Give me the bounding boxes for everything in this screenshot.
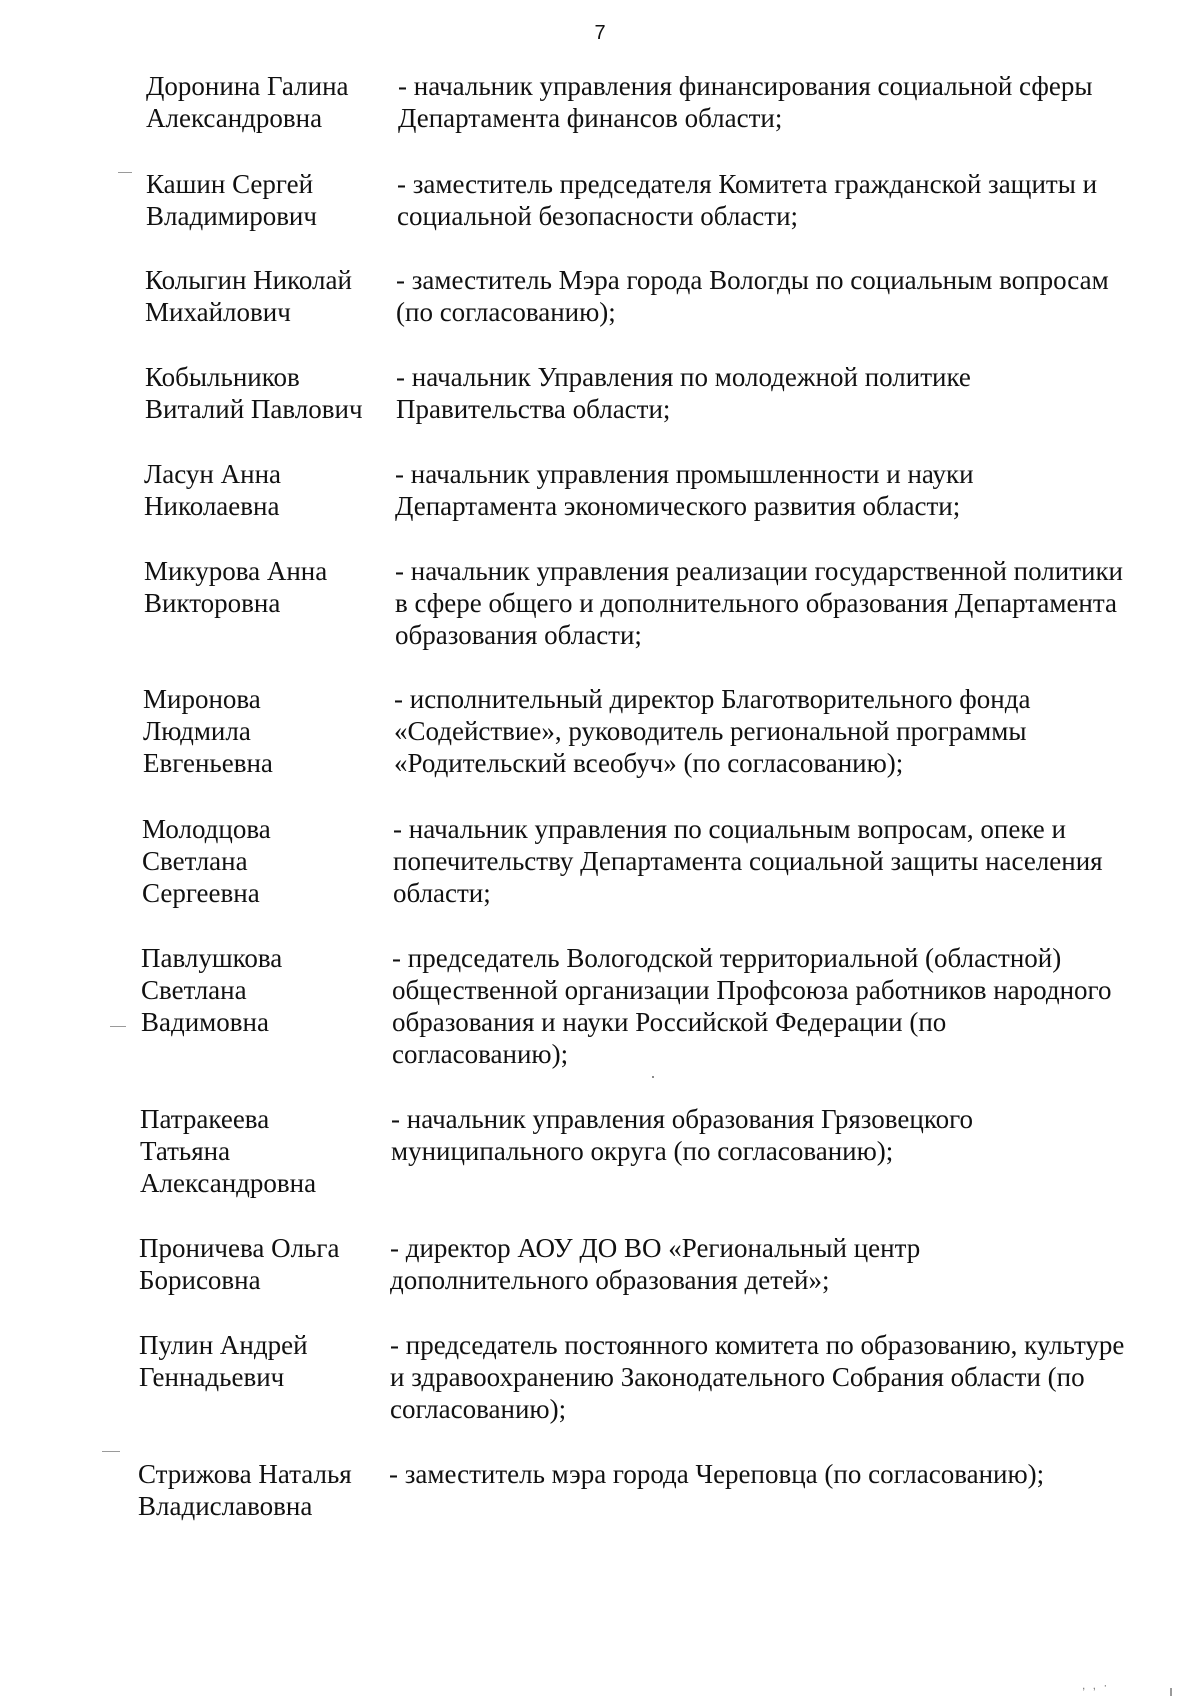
member-name: Ласун Анна Николаевна xyxy=(144,459,282,521)
member-role: - начальник управления образования Грязовецкого муниципального округа (по согласованию); xyxy=(391,1104,973,1166)
member-role: - председатель постоянного комитета по образованию, культуре и здравоохранению Законодательного Собрания области (по согласованию); xyxy=(390,1330,1125,1424)
member-name: Молодцова Светлана Сергеевна xyxy=(142,814,271,908)
scan-speck xyxy=(652,1076,654,1078)
member-role: - начальник управления финансирования социальной сферы Департамента финансов области; xyxy=(398,71,1093,133)
scan-margin-mark xyxy=(118,172,132,173)
member-name: Стрижова Наталья Владиславовна xyxy=(138,1459,352,1521)
member-name: Патракеева Татьяна Александровна xyxy=(140,1104,317,1198)
scan-margin-mark xyxy=(1170,1688,1172,1696)
member-name: Колыгин Николай Михайлович xyxy=(145,265,352,327)
member-role: - начальник Управления по молодежной политике Правительства области; xyxy=(396,362,971,424)
member-role: - исполнительный директор Благотворительного фонда «Содействие», руководитель региональной программы «Родительский всеобуч» (по согласованию); xyxy=(394,684,1031,778)
member-role: - начальник управления промышленности и науки Департамента экономического развития области; xyxy=(395,459,974,521)
member-role: - заместитель мэра города Череповца (по согласованию); xyxy=(389,1459,1045,1489)
member-role: - заместитель председателя Комитета гражданской защиты и социальной безопасности области; xyxy=(397,169,1098,231)
member-name: Микурова Анна Викторовна xyxy=(144,556,328,618)
page-number: 7 xyxy=(594,22,606,44)
member-name: Кобыльников Виталий Павлович xyxy=(145,362,363,424)
scan-margin-mark xyxy=(102,1451,120,1452)
member-role: - председатель Вологодской территориальной (областной) общественной организации Профсоюза работников народного образования и науки Российской Федерации (по согласованию); xyxy=(392,943,1112,1069)
scan-corner-mark: , , · xyxy=(1082,1678,1110,1692)
member-name: Кашин Сергей Владимирович xyxy=(146,169,317,231)
member-name: Павлушкова Светлана Вадимовна xyxy=(141,943,283,1037)
member-name: Миронова Людмила Евгеньевна xyxy=(143,684,273,778)
member-role: - заместитель Мэра города Вологды по социальным вопросам (по согласованию); xyxy=(396,265,1109,327)
member-role: - начальник управления по социальным вопросам, опеке и попечительству Департамента социальной защиты населения области; xyxy=(393,814,1103,908)
member-role: - начальник управления реализации государственной политики в сфере общего и дополнительного образования Департамента образования области; xyxy=(395,556,1124,650)
member-name: Пулин Андрей Геннадьевич xyxy=(139,1330,308,1392)
scan-margin-mark xyxy=(110,1026,126,1027)
member-name: Доронина Галина Александровна xyxy=(146,71,349,133)
member-role: - директор АОУ ДО ВО «Региональный центр дополнительного образования детей»; xyxy=(390,1233,921,1295)
member-name: Проничева Ольга Борисовна xyxy=(139,1233,340,1295)
